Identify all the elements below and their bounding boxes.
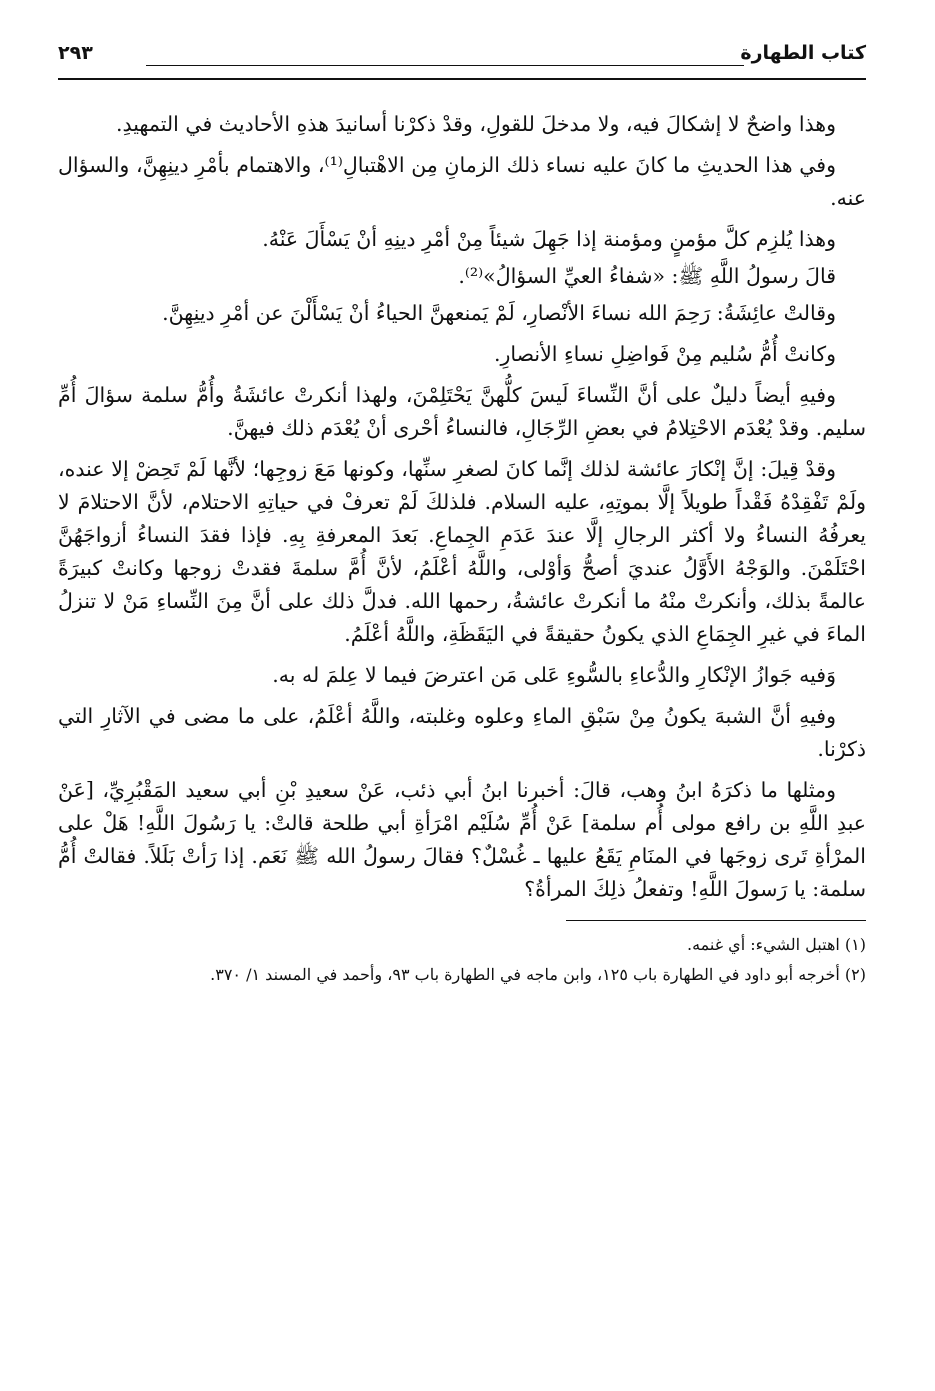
- header-rule: [146, 65, 744, 66]
- paragraph: وَفيه جَوازُ الإنْكارِ والدُّعاءِ بالسُّوءِ عَلى مَن اعترضَ فيما لا عِلمَ له به.: [272, 663, 836, 687]
- paragraph: وفيهِ أنَّ الشبهَ يكونُ مِنْ سَبْقِ الماءِ وعلوه وغلبته، واللَّهُ أعْلَمُ، على ما مضى في الآثارِ التي ذكرْنا.: [58, 704, 866, 761]
- paragraph: وكانتْ أُمُّ سُليم مِنْ فَواضِلِ نساءِ الأنصارِ.: [493, 342, 836, 366]
- page-number: ٢٩٣: [58, 42, 93, 64]
- paragraph: وفي هذا الحديثِ ما كانَ عليه نساء ذلك الزمانِ مِن الاهْتبالِ⁽¹⁾، والاهتمام بأمْرِ دينِهِنَّ، والسؤال عنه.: [58, 153, 866, 210]
- page-header: [58, 38, 866, 78]
- paragraph: وهذا يُلزِم كلَّ مؤمنٍ ومؤمنة إذا جَهِلَ شيئاً مِنْ أمْرِ دينِهِ أنْ يَسْأَلَ عَنْهُ.: [262, 227, 836, 251]
- paragraph: قالَ رسولُ اللَّهِ ﷺ: «شفاءُ العيِّ السؤالُ»⁽²⁾.: [458, 264, 836, 288]
- book-page: [58, 38, 866, 991]
- paragraph: وقدْ قِيلَ: إنَّ إنْكارَ عائشة لذلك إنَّما كانَ لصغرِ سنِّها، وكونها مَعَ زوجِها؛ لأنَّها لَمْ تَحِضْ إلا عنده، ولَمْ تَفْقِدْهُ فَقْداً طويلاً إلَّا بموتِهِ، عليه السلام. فلذلكَ لَمْ تعرفْ في حياتِهِ الاحتلام، لأنَّ الاحتلامَ لا يعرفُهُ النساءُ ولا أكثر الرجالِ إلَّا عندَ عَدَمِ الجِماعِ. بَعدَ المعرفةِ بِهِ. فإذا فقدَ النساءُ أزواجَهُنَّ احْتَلَمْنَ. والوَجْهُ الأَوَّلُ عنديَ أصحُّ وَأوْلى، واللَّهُ أعْلَمُ، لأنَّ أُمَّ سلمةَ فقدتْ زوجها وكانتْ كبيرَةً عالمةً بذلك، وأنكرتْ منْهُ ما أنكرتْ عائشةُ، رحمها الله. فدلَّ ذلك على أنَّ مِنَ النِّساءِ مَنْ لا تنزلُ الماءَ في غيرِ الجِمَاعِ الذي يكونُ حقيقةً في اليَقَظَةِ، واللَّهُ أعْلَمُ.: [58, 457, 866, 646]
- chapter-title: كتاب الطهارة: [740, 42, 866, 64]
- footnote: (١) اهتبل الشيء: أي غنمه.: [686, 935, 866, 954]
- paragraph: وقالتْ عائِشَةُ: رَحِمَ الله نساءَ الأنْصارِ، لَمْ يَمنعهنَّ الحياءُ أنْ يَسْأَلْنَ عن أمْرِ دينِهِنَّ.: [162, 301, 836, 325]
- footnotes: [58, 931, 866, 989]
- paragraph: وفيهِ أيضاً دليلٌ على أنَّ النِّساءَ لَيسَ كلُّهنَّ يَحْتَلِمْنَ، ولهذا أنكرتْ عائشَةُ وأُمُّ سلمة سؤالَ أُمِّ سليم. وقدْ يُعْدَم الاحْتِلامُ في بعضِ الرِّجَالِ، فالنساءُ أحْرى أنْ يُعْدَم ذلك فيهنَّ.: [58, 383, 866, 440]
- header-divider: [58, 78, 866, 80]
- paragraph: ومثلها ما ذكرَهُ ابنُ وهب، قالَ: أخبرنا ابنُ أبي ذئب، عَنْ سعيدِ بْنِ أبي سعيد المَقْبُرِيِّ، [عَنْ عبدِ اللَّهِ بن رافع مولى أُم سلمة] عَنْ أُمِّ سُلَيْم امْرَأةِ أبي طلحة قالتْ: يا رَسُولَ اللَّهِ! هَلْ على المرْأةِ تَرى زوجَها في المنَامِ يَقَعُ عليها ـ غُسْلٌ؟ فقالَ رسولُ الله ﷺ نَعَم. إذا رَأتْ بَلَلاً. فقالتْ أُمُّ سلمة: يا رَسولَ اللَّهِ! وتفعلُ ذلِكَ المرأةُ؟: [58, 778, 866, 901]
- paragraph: وهذا واضحٌ لا إشكالَ فيه، ولا مدخلَ للقولِ، وقدْ ذكرْنا أسانيدَ هذهِ الأحاديث في التمهيدِ.: [115, 112, 836, 136]
- footnote-divider: [566, 920, 866, 921]
- main-text: [58, 108, 866, 906]
- footnote: (٢) أخرجه أبو داود في الطهارة باب ١٢٥، وابن ماجه في الطهارة باب ٩٣، وأحمد في المسند ١/ ٣٧٠.: [210, 965, 866, 984]
